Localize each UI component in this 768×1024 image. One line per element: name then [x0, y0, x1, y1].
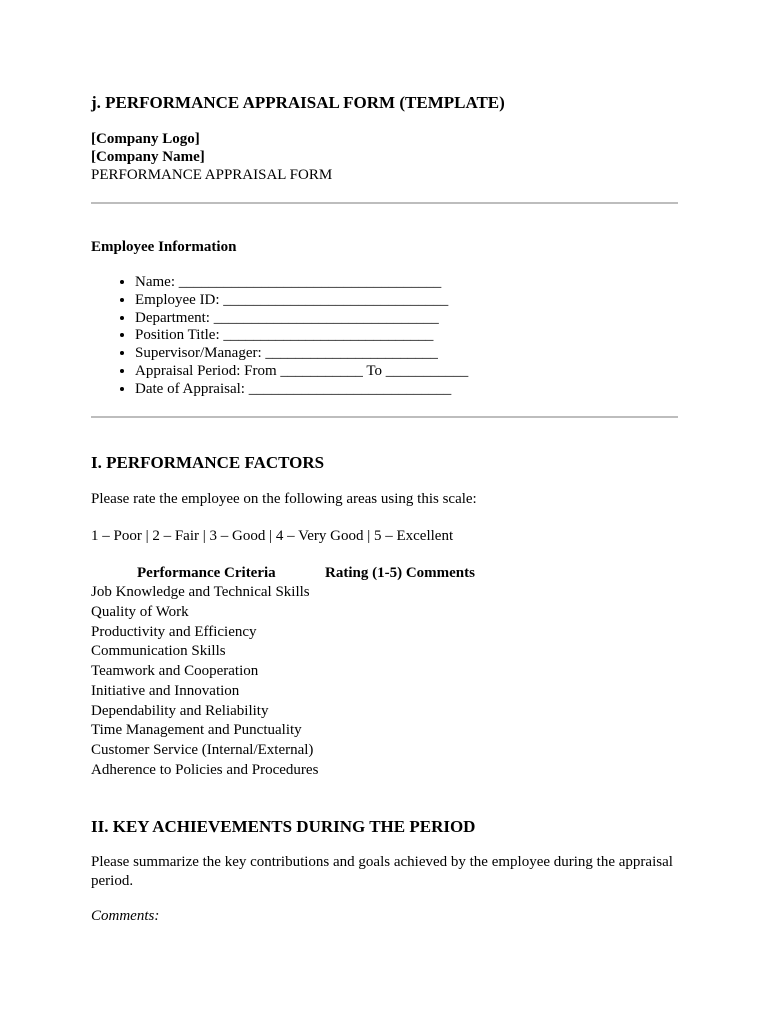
criteria-row: Job Knowledge and Technical Skills [91, 584, 310, 600]
field-position-title: • Position Title: ____________________________ [135, 327, 468, 345]
company-name-placeholder: [Company Name] [91, 149, 205, 165]
criteria-list [91, 583, 318, 781]
field-supervisor: • Supervisor/Manager: _______________________ [135, 345, 468, 363]
field-department: • Department: ______________________________ [135, 310, 468, 328]
document-title: j. PERFORMANCE APPRAISAL FORM (TEMPLATE) [91, 93, 505, 112]
section1-heading: I. PERFORMANCE FACTORS [91, 453, 325, 472]
criteria-row: Productivity and Efficiency [91, 623, 257, 640]
table-header-rating-comments: Rating (1-5) Comments [325, 565, 475, 581]
field-date-of-appraisal: • Date of Appraisal: ___________________________ [135, 381, 468, 399]
criteria-row: Initiative and Innovation [91, 682, 240, 699]
criteria-row: Customer Service (Internal/External) [91, 742, 314, 758]
section1-intro: Please rate the employee on the following areas using this scale: [91, 491, 477, 507]
criteria-row: Quality of Work [91, 603, 189, 620]
field-appraisal-period: • Appraisal Period: From ___________ To ___________ [135, 363, 468, 381]
employee-info-heading: Employee Information [91, 239, 237, 255]
divider-middle [91, 416, 678, 418]
criteria-row: Time Management and Punctuality [91, 722, 302, 739]
field-employee-id: • Employee ID: ______________________________ [135, 292, 468, 310]
table-header-criteria: Performance Criteria [137, 565, 276, 581]
divider-top [91, 202, 678, 204]
rating-scale: 1 – Poor | 2 – Fair | 3 – Good | 4 – Very Good | 5 – Excellent [91, 528, 454, 544]
section2-intro-line1: Please summarize the key contributions and goals achieved by the employee during the appraisal [91, 854, 673, 870]
criteria-row: Teamwork and Cooperation [91, 663, 259, 679]
section2-intro-line2: period. [91, 873, 134, 889]
criteria-row: Adherence to Policies and Procedures [91, 761, 319, 778]
employee-info-list [91, 274, 468, 399]
section2-heading: II. KEY ACHIEVEMENTS DURING THE PERIOD [91, 817, 476, 836]
field-name: • Name: ___________________________________ [135, 274, 468, 292]
company-logo-placeholder: [Company Logo] [91, 131, 200, 147]
form-name: PERFORMANCE APPRAISAL FORM [91, 167, 333, 183]
criteria-row: Dependability and Reliability [91, 702, 269, 719]
comments-label: Comments: [91, 908, 160, 924]
criteria-row: Communication Skills [91, 643, 226, 660]
